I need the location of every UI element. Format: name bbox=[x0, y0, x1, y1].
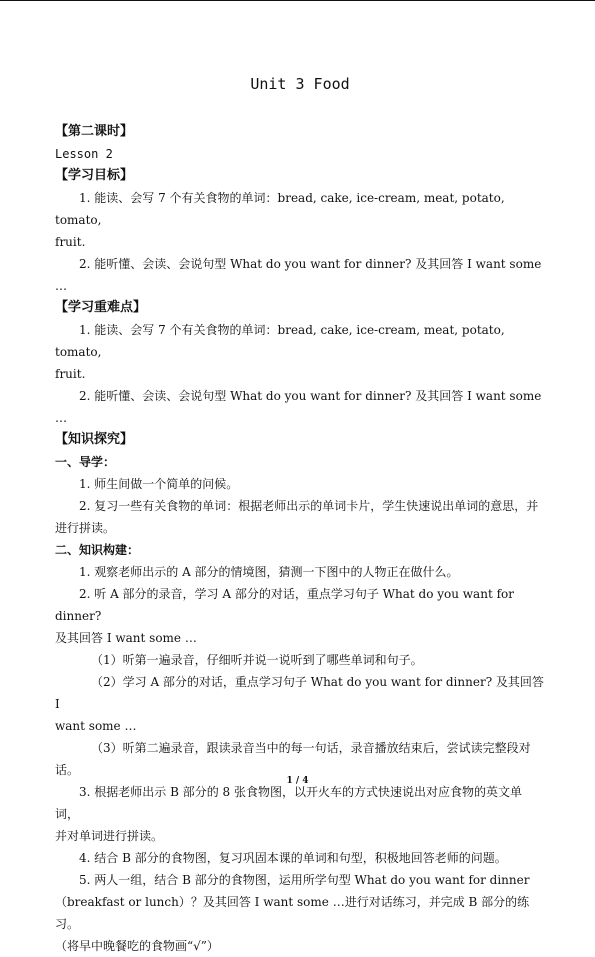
construction-item-3b: 并对单词进行拼读。 bbox=[55, 829, 164, 843]
subheading-guide: 一、导学： bbox=[55, 455, 116, 469]
construction-step-2b: want some … bbox=[55, 719, 137, 733]
construction-item-4: 4. 结合 B 部分的食物图，复习巩固本课的单词和句型，积极地回答老师的问题。 bbox=[79, 851, 507, 865]
construction-step-3: （3）听第二遍录音，跟读录音当中的每一句话，录音播放结束后，尝试读完整段对话。 bbox=[55, 741, 531, 777]
keypoint-line-1b: fruit. bbox=[55, 367, 86, 381]
guide-item-2a: 2. 复习一些有关食物的单词：根据老师出示的单词卡片，学生快速说出单词的意思，并 bbox=[79, 499, 539, 513]
section-heading-explore: 【知识探究】 bbox=[55, 432, 134, 447]
goal-line-1b: fruit. bbox=[55, 235, 86, 249]
construction-item-3a: 3. 根据老师出示 B 部分的 8 张食物图，以开火车的方式快速说出对应食物的英文单词， bbox=[55, 785, 522, 821]
keypoint-line-2: 2. 能听懂、会读、会说句型 What do you want for dinner? 及其回答 I want some … bbox=[55, 389, 542, 425]
goal-line-1: 1. 能读、会写 7 个有关食物的单词：bread, cake, ice-cream, meat, potato, tomato, bbox=[55, 191, 505, 227]
guide-item-1: 1. 师生间做一个简单的问候。 bbox=[79, 477, 239, 491]
subheading-construction: 二、知识构建： bbox=[55, 543, 140, 557]
construction-step-1: （1）听第一遍录音，仔细听并说一说听到了哪些单词和句子。 bbox=[91, 653, 423, 667]
page-number: 1 / 4 bbox=[286, 776, 309, 786]
section-heading-keypoints: 【学习重难点】 bbox=[55, 300, 147, 315]
construction-item-1: 1. 观察老师出示的 A 部分的情境图，猜测一下图中的人物正在做什么。 bbox=[79, 565, 459, 579]
document-page bbox=[55, 74, 545, 957]
keypoint-line-1: 1. 能读、会写 7 个有关食物的单词：bread, cake, ice-cream, meat, potato, tomato, bbox=[55, 323, 505, 359]
document-title: Unit 3 Food bbox=[250, 75, 350, 93]
construction-item-5b: （breakfast or lunch）？及其回答 I want some …进行对话练习，并完成 B 部分的练习。 bbox=[55, 895, 530, 931]
goal-line-2: 2. 能听懂、会读、会说句型 What do you want for dinner? 及其回答 I want some … bbox=[55, 257, 542, 293]
construction-step-2a: （2）学习 A 部分的对话，重点学习句子 What do you want for dinner? 及其回答 I bbox=[55, 675, 544, 711]
construction-item-2b: 及其回答 I want some … bbox=[55, 631, 197, 645]
guide-item-2b: 进行拼读。 bbox=[55, 521, 116, 535]
lesson-label: Lesson 2 bbox=[55, 147, 113, 161]
construction-item-5a: 5. 两人一组，结合 B 部分的食物图，运用所学句型 What do you want for dinner bbox=[79, 873, 530, 887]
top-rule bbox=[0, 0, 595, 1]
construction-item-2a: 2. 听 A 部分的录音，学习 A 部分的对话，重点学习句子 What do you want for dinner? bbox=[55, 587, 514, 623]
section-heading-goals: 【学习目标】 bbox=[55, 168, 134, 183]
construction-item-5c: （将早中晚餐吃的食物画“√”） bbox=[55, 939, 219, 953]
section-heading-period: 【第二课时】 bbox=[55, 124, 134, 139]
